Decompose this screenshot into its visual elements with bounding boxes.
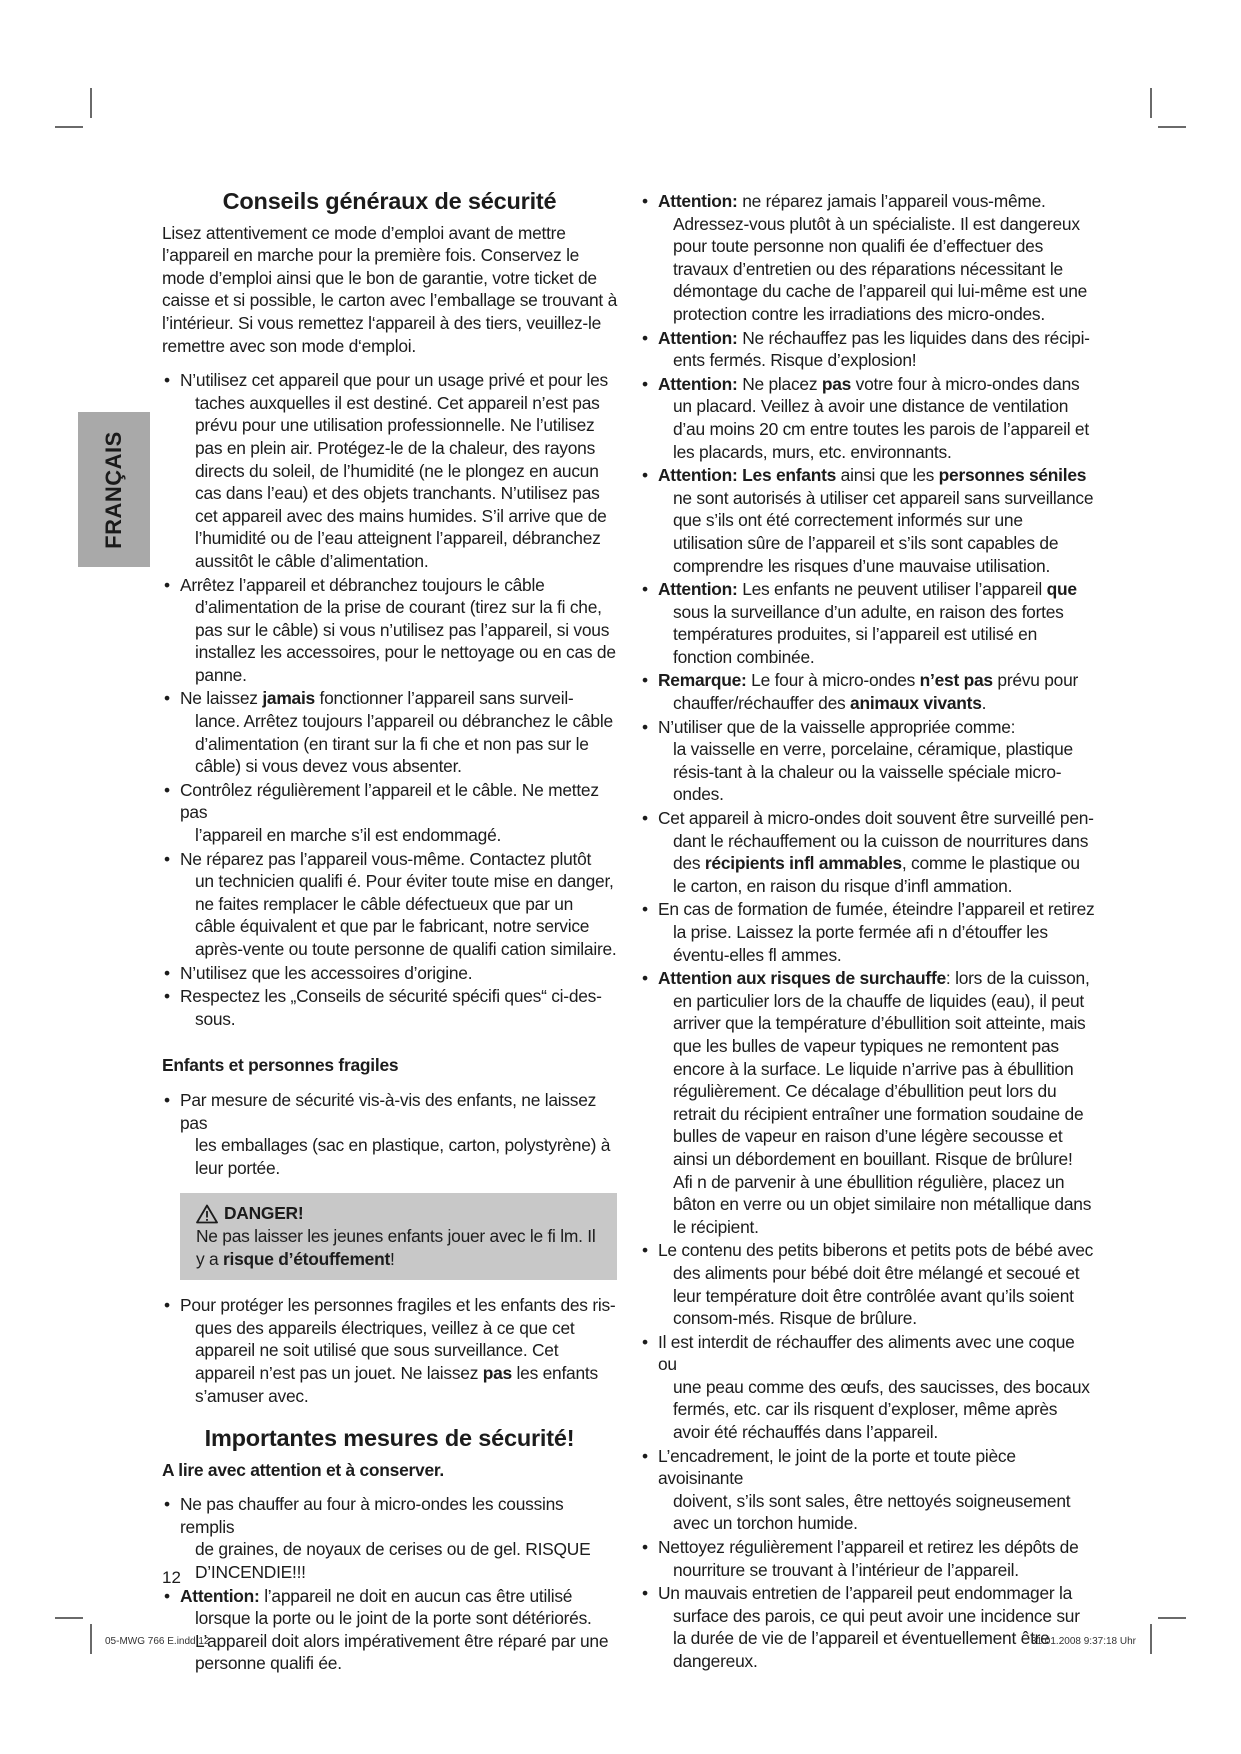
crop-mark: [1158, 126, 1186, 128]
left-column: [162, 190, 617, 1676]
general-safety-list: [162, 369, 617, 1030]
list-item: • Attention: Les enfants ainsi que les personnes séniles ne sont autorisés à utiliser cet appareil sans surveillance que s’ils ont été correctement informés sur une utilisation sûre de l’appareil et s’ils sont capables de comprendre les risques d’une mauvaise utilisation.: [640, 464, 1095, 577]
crop-mark: [1150, 88, 1152, 118]
list-item: • Attention: Ne réchauffez pas les liquides dans des récipi- ents fermés. Risque d’explosion!: [640, 327, 1095, 372]
danger-box: [180, 1193, 617, 1280]
language-tab-label: FRANÇAIS: [101, 431, 126, 549]
list-item: • Contrôlez régulièrement l’appareil et le câble. Ne mettez pas l’appareil en marche s’il est endommagé.: [162, 779, 617, 847]
list-item: • Attention aux risques de surchauffe: lors de la cuisson, en particulier lors de la chauffe de liquides (eau), il peut arriver que la température d’ébullition soit atteinte, mais que les bulles de vapeur typiques ne remontent pas encore à la surface. Le liquide n’arrive pas à ébullition régulièrement. Ce décalage d’ébullition peut lors du retrait du récipient entraîner une formation soudaine de bulles de vapeur en raison d’une légère secousse et ainsi un débordement en bouillant. Risque de brûlure! Afi n de parvenir à une ébullition régulière, placez un bâton en verre ou un objet similaire non métallique dans le récipient.: [640, 967, 1095, 1238]
crop-mark: [90, 88, 92, 118]
section-heading: Conseils généraux de sécurité: [222, 188, 557, 214]
protect-list: [162, 1294, 617, 1407]
important-measures-list: [162, 1493, 617, 1675]
footer-filename: 05-MWG 766 E.indd 12: [105, 1636, 210, 1647]
crop-mark: [90, 1624, 92, 1654]
subheading-conserve: A lire avec attention et à conserver.: [162, 1459, 445, 1480]
list-item: • Ne réparez pas l’appareil vous-même. Contactez plutôt un technicien qualifi é. Pour éviter toute mise en danger, ne faites remplacer le câble défectueux que par un câble équivalent et que par le fabricant, notre service après-vente ou toute personne de qualifi cation similaire.: [162, 848, 617, 961]
list-item: • Par mesure de sécurité vis-à-vis des enfants, ne laissez pas les emballages (sac en plastique, carton, polystyrène) à leur portée.: [162, 1089, 617, 1179]
crop-mark: [55, 1617, 83, 1619]
list-item: • Remarque: Le four à micro-ondes n’est pas prévu pour chauffer/réchauffer des animaux vivants.: [640, 669, 1095, 714]
list-item: • N’utilisez cet appareil que pour un usage privé et pour les taches auxquelles il est destiné. Cet appareil n’est pas prévu pour une utilisation professionnelle. Ne l’utilisez pas en plein air. Protégez-le de la chaleur, des rayons directs du soleil, de l’humidité (ne le plongez en aucun cas dans l’eau) et des objets tranchants. N’utilisez pas cet appareil avec des mains humides. S’il arrive que de l’humidité ou de l’eau atteignent l’appareil, débranchez aussitôt le câble d’alimentation.: [162, 369, 617, 572]
children-list: [162, 1089, 617, 1179]
list-item: • En cas de formation de fumée, éteindre l’appareil et retirez la prise. Laissez la porte fermée afi n d’étouffer les éventu-elles fl ammes.: [640, 898, 1095, 966]
list-item: • Arrêtez l’appareil et débranchez toujours le câble d’alimentation de la prise de courant (tirez sur la fi che, pas sur le câble) si vous n’utilisez pas l’appareil, si vous installez les accessoires, pour le nettoyage ou en cas de panne.: [162, 574, 617, 687]
danger-text: Ne pas laisser les jeunes enfants jouer avec le fi lm. Il y a risque d’étouffement!: [196, 1225, 596, 1269]
list-item: • Nettoyez régulièrement l’appareil et retirez les dépôts de nourriture se trouvant à l’intérieur de l’appareil.: [640, 1536, 1095, 1581]
crop-mark: [55, 126, 83, 128]
list-item: • L’encadrement, le joint de la porte et toute pièce avoisinante doivent, s’ils sont sales, être nettoyés soigneusement avec un torchon humide.: [640, 1445, 1095, 1535]
list-item: • N’utiliser que de la vaisselle appropriée comme: la vaisselle en verre, porcelaine, céramique, plastique résis-tant à la chaleur ou la vaisselle spéciale micro-ondes.: [640, 716, 1095, 806]
list-item: • Cet appareil à micro-ondes doit souvent être surveillé pen- dant le réchauffement ou la cuisson de nourritures dans des récipients infl ammables, comme le plastique ou le carton, en raison du risque d’infl ammation.: [640, 807, 1095, 897]
list-item: • Il est interdit de réchauffer des aliments avec une coque ou une peau comme des œufs, des saucisses, des bocaux fermés, etc. car ils risquent d’exploser, même après avoir été réchauffés dans l’appareil.: [640, 1331, 1095, 1444]
crop-mark: [1158, 1617, 1186, 1619]
intro-paragraph: Lisez attentivement ce mode d’emploi avant de mettre l’appareil en marche pour la première fois. Conservez le mode d’emploi ainsi que le bon de garantie, votre ticket de caisse et si possible, le carton avec l’emballage se trouvant à l’intérieur. Si vous remettez l‘appareil à des tiers, veuillez-le remettre avec son mode d‘emploi.: [162, 222, 618, 356]
subheading-children: Enfants et personnes fragiles: [162, 1055, 399, 1076]
list-item: • Attention: Les enfants ne peuvent utiliser l’appareil que sous la surveillance d’un adulte, en raison des fortes températures produites, si l’appareil est utilisé en fonction combinée.: [640, 578, 1095, 668]
list-item: • Un mauvais entretien de l’appareil peut endommager la surface des parois, ce qui peut avoir une incidence sur la durée de vie de l’appareil et éventuellement être dangereux.: [640, 1582, 1095, 1672]
page-number: 12: [162, 1568, 181, 1587]
danger-title: DANGER!: [224, 1203, 304, 1224]
list-item: • Pour protéger les personnes fragiles et les enfants des ris- ques des appareils électriques, veillez à ce que cet appareil ne soit utilisé que sous surveillance. Cet appareil n’est pas un jouet. Ne laissez pas les enfants s’amuser avec.: [162, 1294, 617, 1407]
list-item: • Ne laissez jamais fonctionner l’appareil sans surveil- lance. Arrêtez toujours l’appareil ou débranchez le câble d’alimentation (en tirant sur la fi che et non pas sur le câble) si vous devez vous absenter.: [162, 687, 617, 777]
list-item: • N’utilisez que les accessoires d’origine.: [162, 962, 617, 985]
warning-icon: [196, 1204, 218, 1224]
list-item: • Attention: l’appareil ne doit en aucun cas être utilisé lorsque la porte ou le joint de la porte sont détériorés. L’appareil doit alors impérativement être réparé par une personne qualifi ée.: [162, 1585, 617, 1675]
section-heading-2: Importantes mesures de sécurité!: [204, 1425, 575, 1452]
crop-mark: [1150, 1624, 1152, 1654]
list-item: • Respectez les „Conseils de sécurité spécifi ques“ ci-des- sous.: [162, 985, 617, 1030]
list-item: • Ne pas chauffer au four à micro-ondes les coussins remplis de graines, de noyaux de cerises ou de gel. RISQUE D’INCENDIE!!!: [162, 1493, 617, 1583]
list-item: • Attention: ne réparez jamais l’appareil vous-même. Adressez-vous plutôt à un spécialiste. Il est dangereux pour toute personne non qualifi ée d’effectuer des travaux d’entretien ou des réparations nécessitant le démontage du cache de l’appareil qui lui-même est une protection contre les irradiations des micro-ondes.: [640, 190, 1095, 326]
list-item: • Le contenu des petits biberons et petits pots de bébé avec des aliments pour bébé doit être mélangé et secoué et leur température doit être contrôlée avant qu’ils soient consom-més. Risque de brûlure.: [640, 1239, 1095, 1329]
attention-list: [640, 190, 1095, 1673]
right-column: [640, 190, 1095, 1674]
list-item: • Attention: Ne placez pas votre four à micro-ondes dans un placard. Veillez à avoir une distance de ventilation d’au moins 20 cm entre toutes les parois de l’appareil et les placards, murs, etc. environnants.: [640, 373, 1095, 463]
footer-timestamp: 31.01.2008 9:37:18 Uhr: [1030, 1636, 1136, 1647]
